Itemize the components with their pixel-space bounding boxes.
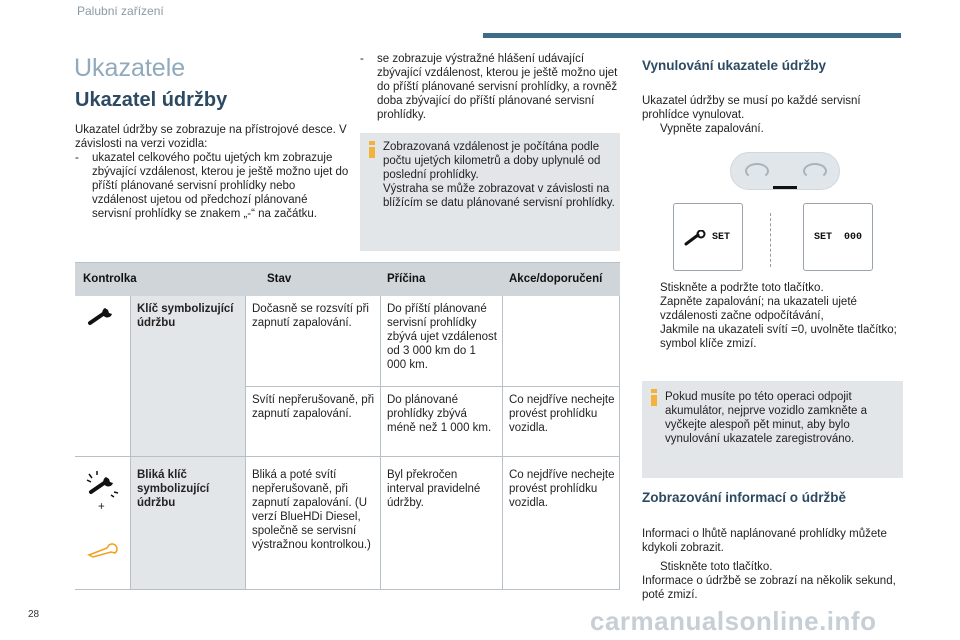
dash-bullet: - (360, 53, 364, 65)
table-cell-name: Klíč symbolizující údržbu (137, 303, 234, 329)
list-item (75, 151, 350, 221)
section-title: Ukazatele (74, 54, 186, 82)
info-icon (368, 141, 376, 158)
page-number: 28 (28, 609, 40, 620)
info-box (642, 381, 903, 478)
reset-steps (642, 281, 902, 351)
table-cell-cause: Do plánované prohlídky zbývá méně než 1 000 km. (387, 394, 492, 434)
info-box (360, 133, 620, 251)
info-box-text: Zobrazovaná vzdálenost je počítána podle počtu ujetých kilometrů a doby uplynulé od poslední prohlídky. Výstraha se může zobrazovat v závislosti na blížícím se datu plánované servisní prohlídky. (383, 141, 615, 209)
wrench-icon (87, 304, 117, 326)
warning-light-table (75, 262, 620, 592)
table-header (75, 262, 620, 296)
intro-continued (360, 52, 620, 122)
reset-paragraph: Ukazatel údržby se musí po každé servisní prohlídce vynulovat. (642, 95, 861, 121)
step-item (642, 122, 902, 136)
table-cell-name: Bliká klíč symbolizující údržbu (137, 469, 210, 509)
display-indicator (773, 186, 797, 189)
reset-intro (642, 94, 902, 136)
step-item (642, 560, 902, 574)
info-icon (650, 389, 658, 406)
step-text: Jakmile na ukazateli svítí =0, uvolněte tlačítko; symbol klíče zmizí. (660, 324, 897, 350)
step-text: Zapněte zapalování; na ukazateli ujeté vzdálenosti začne odpočítávání, (660, 296, 857, 322)
table-cell-action: Co nejdříve nechejte provést prohlídku vozidla. (509, 394, 615, 434)
table-cell-state: Bliká a poté svítí nepřerušovaně, při zapnutí zapalování. (U verzí BlueHDi Diesel, společně se servisní výstražnou kontrolkou.) (252, 469, 371, 551)
header-accent-bar (483, 33, 901, 38)
list-item (360, 52, 620, 122)
intro-paragraph: Ukazatel údržby se zobrazuje na přístrojové desce. V závislosti na verzi vozidla: (75, 124, 347, 150)
reset-heading: Vynulování ukazatele údržby (642, 58, 827, 73)
gauge-icon (803, 163, 827, 179)
table-cell-cause: Do příští plánované servisní prohlídky zbývá ujet vzdálenost od 3 000 km do 1 000 km. (387, 303, 497, 371)
display-info-steps (642, 560, 902, 602)
table-cell-state: Dočasně se rozsvítí při zapnutí zapalování. (252, 303, 369, 329)
flashing-wrench-icon (83, 468, 121, 498)
info-box-text: Pokud musíte po této operaci odpojit akumulátor, nejprve vozidlo zamkněte a vyčkejte alespoň pět minut, aby bylo vynulování ukazatele zaregistrováno. (665, 391, 867, 445)
column-header: Akce/doporučení (509, 273, 603, 285)
wrench-icon (684, 230, 708, 246)
table-cell-action: Co nejdříve nechejte provést prohlídku vozidla. (509, 469, 615, 509)
display-info-heading: Zobrazování informací o údržbě (642, 490, 847, 505)
page-title: Ukazatel údržby (75, 89, 228, 111)
display-info-after: Informace o údržbě se zobrazí na několik sekund, poté zmizí. (642, 575, 896, 601)
step-item (642, 295, 902, 323)
step-item (642, 323, 902, 351)
dash-bullet: - (75, 152, 79, 164)
step-text: Stiskněte a podržte toto tlačítko. (660, 282, 824, 294)
gauge-icon (745, 163, 769, 179)
step-item (642, 281, 902, 295)
column-header: Příčina (387, 273, 426, 285)
table-cell-state: Svítí nepřerušovaně, při zapnutí zapalování. (252, 394, 375, 420)
instrument-panel-illustration (730, 152, 840, 190)
watermark: carmanualsonline.info (590, 606, 877, 636)
divider (770, 213, 771, 267)
set-button-000-illustration (803, 203, 873, 271)
list-item-text: se zobrazuje výstražné hlášení udávající zbývající vzdálenost, kterou je ještě možno ujet do příští plánované servisní prohlídky, a rovněž doba zbývající do příští plánované servisní prohlídky. (377, 53, 618, 121)
step-text: Vypněte zapalování. (660, 123, 764, 135)
set-button-illustration (673, 203, 743, 271)
list-item-text: ukazatel celkového počtu ujetých km zobrazuje zbývající vzdálenost, kterou je ještě možno ujet do příští plánované servisní prohlídky nebo vzdálenost ujetou od předchozí plánované servisní prohlídky se znakem „-“ na začátku. (92, 152, 349, 220)
display-info-paragraph: Informaci o lhůtě naplánované prohlídky můžete kdykoli zobrazit. (642, 528, 887, 554)
step-text: Stiskněte toto tlačítko. (660, 561, 773, 573)
table-cell-cause: Byl překročen interval pravidelné údržby. (387, 469, 481, 509)
set-button-label: SET (712, 232, 731, 243)
running-header: Palubní zařízení (77, 4, 164, 18)
set-button-label: SET 000 (814, 232, 863, 243)
intro-text (75, 123, 350, 221)
wrench-outline-icon (87, 542, 121, 558)
plus-sign: + (98, 501, 105, 513)
column-header: Stav (267, 273, 292, 285)
name-column-background (130, 296, 245, 590)
column-header: Kontrolka (83, 273, 137, 285)
